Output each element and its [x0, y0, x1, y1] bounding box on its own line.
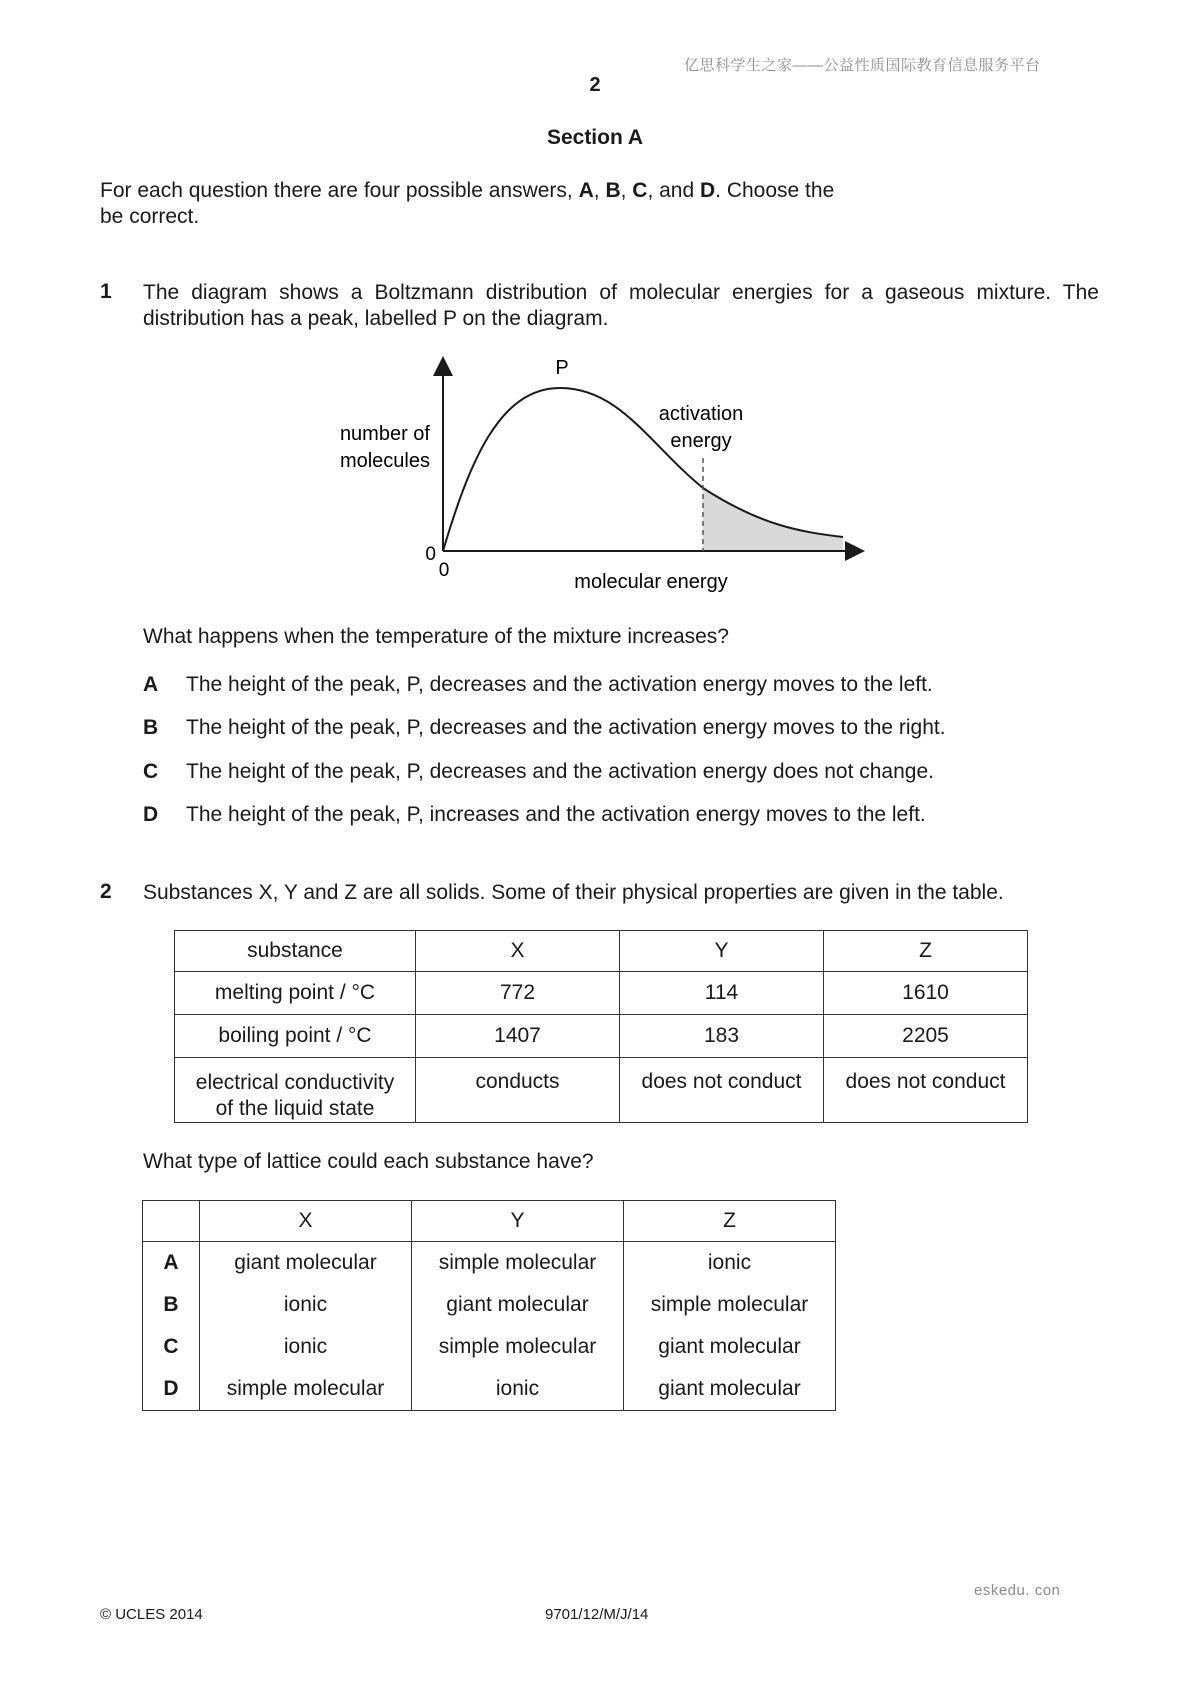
- table-cell: [175, 1058, 416, 1123]
- footer-code: 9701/12/M/J/14: [545, 1606, 649, 1623]
- table-cell: does not conduct: [620, 1058, 824, 1123]
- shaded-area: [703, 488, 843, 551]
- table-cell: 114: [620, 972, 824, 1015]
- table-cell: giant molecular: [200, 1242, 412, 1285]
- option-text: The height of the peak, P, decreases and the activation energy does not change.: [186, 760, 934, 783]
- question-1-number: 1: [100, 280, 112, 303]
- answer-table: [142, 1200, 836, 1411]
- peak-label: P: [555, 357, 569, 379]
- watermark-bottom: eskedu. con: [974, 1582, 1061, 1599]
- distribution-curve: [443, 388, 843, 551]
- table-row: [175, 1015, 1028, 1058]
- table-cell: ionic: [200, 1326, 412, 1368]
- question-2-text: Substances X, Y and Z are all solids. Some of their physical properties are given in the table.: [143, 881, 1004, 904]
- boltzmann-diagram: [320, 350, 880, 600]
- table-cell: ionic: [412, 1368, 624, 1411]
- table-cell: giant molecular: [624, 1368, 836, 1411]
- table-cell: [143, 1201, 200, 1242]
- table-cell: A: [143, 1242, 200, 1285]
- table-cell: Z: [824, 931, 1028, 972]
- option-text: The height of the peak, P, decreases and the activation energy moves to the right.: [186, 716, 946, 739]
- table-cell: simple molecular: [412, 1326, 624, 1368]
- page-number: 2: [589, 74, 601, 96]
- table-cell: 183: [620, 1015, 824, 1058]
- table-cell: simple molecular: [624, 1284, 836, 1326]
- section-title: Section A: [546, 126, 644, 149]
- table-cell: ionic: [200, 1284, 412, 1326]
- table-header-row: [143, 1201, 836, 1242]
- watermark-top: 亿思科学生之家——公益性质国际教育信息服务平台: [684, 57, 1041, 74]
- option-letter: D: [143, 803, 159, 826]
- question-1-text: The diagram shows a Boltzmann distribution of molecular energies for a gaseous mixture. The distribution has a peak, labelled P on the diagram.: [143, 281, 1099, 330]
- activation-label-line1: activation: [658, 403, 744, 425]
- table-cell: melting point / °C: [175, 972, 416, 1015]
- table-cell: 2205: [824, 1015, 1028, 1058]
- option-letter: A: [143, 673, 159, 696]
- question-2-number: 2: [100, 880, 112, 903]
- table-cell: X: [200, 1201, 412, 1242]
- option-text: The height of the peak, P, decreases and the activation energy moves to the left.: [186, 673, 933, 696]
- table-cell: substance: [175, 931, 416, 972]
- table-cell: D: [143, 1368, 200, 1411]
- table-cell: giant molecular: [624, 1326, 836, 1368]
- origin-y-label: 0: [425, 544, 436, 565]
- origin-x-label: 0: [438, 560, 450, 581]
- y-axis-label-line1: number of: [339, 423, 430, 445]
- y-axis-label-line2: molecules: [339, 450, 430, 472]
- table-cell: Y: [620, 931, 824, 972]
- table-header-row: [175, 931, 1028, 972]
- table-cell: 1407: [416, 1015, 620, 1058]
- option-letter: B: [143, 716, 159, 739]
- table-cell: does not conduct: [824, 1058, 1028, 1123]
- table-cell: Y: [412, 1201, 624, 1242]
- table-cell: boiling point / °C: [175, 1015, 416, 1058]
- activation-label-line2: energy: [670, 430, 732, 452]
- conductivity-label-line2: of the liquid state: [215, 1097, 375, 1120]
- table-cell: simple molecular: [200, 1368, 412, 1411]
- table-cell: X: [416, 931, 620, 972]
- table-cell: simple molecular: [412, 1242, 624, 1285]
- table-cell: B: [143, 1284, 200, 1326]
- question-2-prompt: What type of lattice could each substance have?: [143, 1150, 594, 1173]
- table-cell: giant molecular: [412, 1284, 624, 1326]
- option-text: The height of the peak, P, increases and the activation energy moves to the left.: [186, 803, 926, 826]
- table-row: [175, 1058, 1028, 1123]
- instructions: For each question there are four possible answers, A, B, C, and D. Choose the be correct.: [100, 179, 835, 228]
- table-cell: C: [143, 1326, 200, 1368]
- answer-row-a[interactable]: [143, 1242, 836, 1285]
- conductivity-label-line1: electrical conductivity: [195, 1071, 395, 1094]
- option-letter: C: [143, 760, 159, 783]
- table-cell: 1610: [824, 972, 1028, 1015]
- answer-row-c[interactable]: [143, 1326, 836, 1368]
- table-row: [175, 972, 1028, 1015]
- table-cell: 772: [416, 972, 620, 1015]
- table-cell: Z: [624, 1201, 836, 1242]
- properties-table: [174, 930, 1028, 1123]
- question-1-prompt: What happens when the temperature of the mixture increases?: [143, 625, 729, 648]
- x-axis-label: molecular energy: [574, 571, 728, 593]
- answer-row-b[interactable]: [143, 1284, 836, 1326]
- answer-row-d[interactable]: [143, 1368, 836, 1411]
- table-cell: ionic: [624, 1242, 836, 1285]
- table-cell: conducts: [416, 1058, 620, 1123]
- footer-copyright: © UCLES 2014: [100, 1606, 203, 1623]
